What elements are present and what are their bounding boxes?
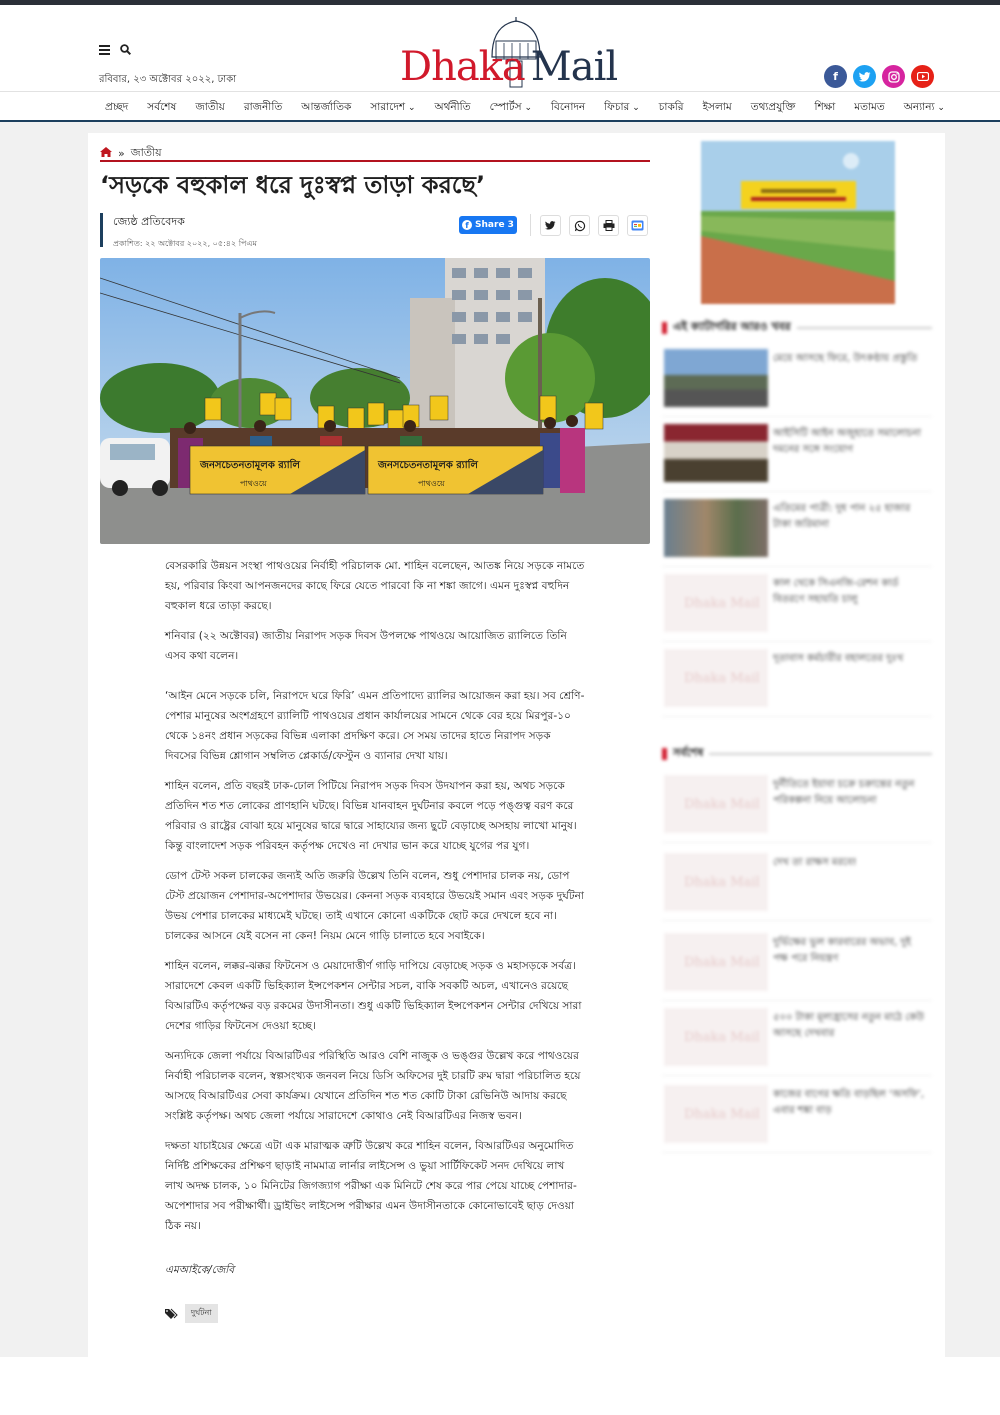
nav-item-international[interactable]: আন্তর্জাতিক — [301, 101, 352, 113]
sidebar-news-item[interactable] — [662, 1008, 932, 1076]
ad-banner-image — [701, 141, 895, 304]
nav-item-islam[interactable]: ইসলাম — [702, 101, 732, 113]
article-paragraph: অন্যদিকে জেলা পর্যায়ে বিআরটিএর পরিস্থিতি আরও বেশি নাজুক ও ভঙ্গুর উল্লেখ করে পাথওয়ের নির্বাহী পরিচালক বলেন, স্বল্পসংখ্যক জনবল নিয়ে ডিসি অফিসের দুই চারটি রুম দ্বারা পরিচালিত হয়ে আসছে বিআরটিএর সেবা কার্যক্রম। যেখানে প্রতিদিন শত শত কোটি টাকা রেভিনিউ আদায় করছে সংশ্লিষ্ট কর্তৃপক্ষ। অথচ জেলা পর্যায়ে সারাদেশে কোথাও নেই বিআরটিএর নিজস্ব ভবন। — [165, 1050, 581, 1122]
sidebar-news-item[interactable] — [662, 649, 932, 717]
main-nav — [0, 91, 1000, 122]
article-photo — [100, 258, 650, 544]
share-count: Share 3 — [475, 220, 514, 230]
nav-item-education[interactable]: শিক্ষা — [814, 101, 836, 113]
section-marker — [662, 322, 667, 334]
section-rule — [709, 753, 932, 755]
rally-photo-illustration — [100, 258, 650, 544]
news-thumbnail-placeholder — [664, 1008, 768, 1066]
sidebar-news-item[interactable] — [662, 775, 932, 843]
author-name[interactable]: জ্যেষ্ঠ প্রতিবেদক — [113, 215, 185, 228]
placeholder-logo: Dhaka Mail — [684, 1030, 760, 1045]
nav-list — [105, 100, 964, 117]
news-thumbnail-placeholder — [664, 933, 768, 991]
twitter-icon[interactable] — [853, 65, 876, 88]
nav-item-opinion[interactable]: মতামত — [854, 101, 885, 113]
article-title: ‘সড়কে বহুকাল ধরে দুঃস্বপ্ন তাড়া করছে’ — [100, 171, 486, 199]
menu-icon[interactable] — [99, 40, 110, 59]
news-title[interactable]: কাল থেকে সিএনজি-রেশন কার্ড বিতরণে সহায়তি চালু — [773, 578, 899, 605]
publish-time: প্রকাশিত: ২২ অক্টোবর ২০২২, ০৫:৪২ পিএম — [113, 239, 257, 248]
news-title[interactable]: দূতাবাস কর্মচারীর বহালতের দুঃখ — [773, 653, 904, 664]
section-marker — [662, 748, 667, 760]
nav-item-entertainment[interactable]: বিনোদন — [550, 101, 586, 113]
article-paragraph: শাহিন বলেন, প্রতি বছরই ঢাক-ঢোল পিটিয়ে নিরাপদ সড়ক দিবস উদযাপন করা হয়, অথচ সড়কে প্রতিদিন শত শত লোকের প্রাণহানি ঘটছে। বিভিন্ন যানবাহন দুর্ঘটনার কবলে পড়ে পঙ্গুত্ব বরণ করে পরিবার ও রাষ্ট্রের বোঝা হয়ে মানুষের দ্বারে দ্বারে সাহায্যের জন্য ছুটে বেড়াচ্ছে অসহায় লাখো মানুষ। কিন্তু বাংলাদেশ সড়ক পরিবহন কর্তৃপক্ষ দেখেও না দেখার ভান করে যাচ্ছে যুগের পর যুগ। — [165, 780, 577, 852]
logo-part-dhaka: Dhaka — [400, 44, 525, 90]
tag-accident[interactable]: দুর্ঘটনা — [185, 1304, 218, 1323]
banner-right-text: জনসচেতনতামূলক র‌্যালি — [378, 460, 478, 471]
news-thumbnail-placeholder — [664, 853, 768, 911]
article-body — [165, 556, 585, 1246]
sidebar-news-item[interactable] — [662, 853, 932, 921]
section-rule — [797, 327, 932, 329]
breadcrumb-divider — [100, 160, 650, 162]
article-paragraph: শাহিন বলেন, লক্কর-ঝক্কর ফিটনেস ও মেয়াদোত্তীর্ণ গাড়ি দাপিয়ে বেড়াচ্ছে সড়ক ও মহাসড়কে সর্বত্র। সারাদেশে কেবল একটি ভিহিক্যাল ইন্সপেকশন সেন্টার সচল, বাকি সবকটি অচল, এখানেও রয়েছে বিআরটিএ কর্তৃপক্ষের বড় রকমের উদাসীনতা। শুধু একটি ভিহিক্যাল ইন্সপেকশন সেন্টার দেখিয়ে সারা দেশের গাড়ির ফিটনেস দেওয়া হচ্ছে। — [165, 960, 582, 1032]
article-paragraph: ‘আইন মেনে সড়কে চলি, নিরাপদে ঘরে ফিরি’ এমন প্রতিপাদ্যে র‌্যালির আয়োজন করা হয়। সব শ্রেণি-পেশার মানুষের অংশগ্রহণে র‌্যালিটি পাথওয়ের প্রধান কার্যালয়ের সামনে থেকে বের হয়ে মিরপুর-১০ থেকে ১৪নং প্রধান সড়কের বিভিন্ন এলাকা প্রদক্ষিণ করে। সে সময় তাদের হাতে নিরাপদ সড়ক দিবসের বিভিন্ন শ্লোগান সম্বলিত প্লেকার্ড/ফেস্টুন ও ব্যানার দেখা যায়। — [165, 690, 585, 762]
sidebar-news-item[interactable] — [662, 1085, 932, 1153]
social-links — [824, 65, 934, 88]
nav-item-feature[interactable]: ফিচার ⌄ — [604, 100, 640, 117]
news-title[interactable]: ৫০০ টাকা মূল্যহ্রাসের নতুন মাঠে কেউ আসছে দেখবার — [773, 1012, 925, 1039]
news-title[interactable]: দুর্নীতিতে ইয়াবা চক্রে চক্রান্তের নতুন পরিকল্পনা নিয়ে আলোচনা — [773, 779, 915, 806]
nav-item-home[interactable]: প্রচ্ছদ — [105, 101, 129, 113]
article-paragraph: শনিবার (২২ অক্টোবর) জাতীয় নিরাপদ সড়ক দিবস উপলক্ষে পাথওয়ে আয়োজিত র‌্যালিতে তিনি এসব কথা বলেন। — [165, 630, 567, 662]
placeholder-logo: Dhaka Mail — [684, 875, 760, 890]
news-thumbnail-placeholder — [664, 1085, 768, 1143]
news-thumbnail-placeholder — [664, 649, 768, 707]
twitter-share-icon[interactable] — [540, 215, 561, 236]
sidebar-section-latest — [662, 744, 932, 763]
nav-item-jobs[interactable]: চাকরি — [658, 101, 684, 113]
google-news-icon[interactable] — [627, 215, 648, 236]
byline — [100, 213, 257, 247]
news-thumbnail — [664, 499, 768, 557]
news-thumbnail — [664, 349, 768, 407]
nav-item-economy[interactable]: অর্থনীতি — [434, 101, 471, 113]
section-title: এই ক্যাটাগরির আরও খবর — [673, 320, 791, 333]
banner-left-brand: পাথওয়ে — [240, 479, 267, 488]
article-paragraph: বেসরকারি উন্নয়ন সংস্থা পাথওয়ের নির্বাহী পরিচালক মো. শাহিন বলেছেন, আতঙ্ক নিয়ে সড়কে নামতে হয়, পরিবার কিংবা আপনজনদের কাছে ফিরে যেতে পারবো কি না শঙ্কা জাগে। এমন দুঃস্বপ্ন বহুদিন বহুকাল ধরে তাড়া করছে। — [165, 560, 585, 612]
article-tags — [165, 1304, 218, 1323]
news-title[interactable]: এতিমের পাত্রী: দুধ পান ২৫ হাজার টাকা জরিমানা — [773, 503, 911, 530]
nav-item-national[interactable]: জাতীয় — [195, 101, 225, 113]
sidebar-advertisement[interactable] — [701, 141, 895, 304]
reporter-signature: এমআইকে/জেবি — [165, 1264, 235, 1276]
sidebar-news-item[interactable] — [662, 349, 932, 417]
sidebar-news-item[interactable] — [662, 574, 932, 642]
news-thumbnail — [664, 424, 768, 482]
nav-item-latest[interactable]: সর্বশেষ — [147, 101, 177, 113]
facebook-share-button[interactable] — [459, 216, 517, 234]
logo-wordmark — [400, 44, 618, 90]
sidebar-section-more-news — [662, 318, 932, 337]
placeholder-logo: Dhaka Mail — [684, 1107, 760, 1122]
sidebar-news-item[interactable] — [662, 499, 932, 567]
placeholder-logo: Dhaka Mail — [684, 596, 760, 611]
banner-left-text: জনসচেতনতামূলক র‌্যালি — [200, 460, 300, 471]
sidebar-news-item[interactable] — [662, 424, 932, 492]
facebook-logo-icon: f — [462, 220, 472, 230]
print-icon[interactable] — [598, 215, 619, 236]
sidebar-news-item[interactable] — [662, 933, 932, 1001]
article-paragraph: ডোপ টেস্ট সকল চালকের জন্যই অতি জরুরি উল্লেখ তিনি বলেন, শুধু পেশাদার চালক নয়, ডোপ টেস্ট প্রয়োজন পেশাদার-অপেশাদার উভয়ের। কেননা সড়ক ব্যবহারে উভয়েই সমান এবং সড়ক দুর্ঘটনা উভয় পেশার চালকের মাধ্যমেই ঘটছে। তাই এখানে কোনো একটিকে ছোট করে দেখলে হবে না। চালকের আসনে যেই বসেন না কেন! নিয়ম মেনে গাড়ি চালাতে হবে সবাইকে। — [165, 870, 584, 942]
tags-icon — [165, 1304, 178, 1323]
nav-item-politics[interactable]: রাজনীতি — [243, 101, 283, 113]
site-header — [0, 5, 1000, 91]
site-logo[interactable] — [400, 17, 632, 93]
nav-item-country[interactable]: সারাদেশ ⌄ — [370, 100, 415, 117]
breadcrumb-section[interactable]: জাতীয় — [130, 146, 162, 159]
facebook-icon[interactable]: f — [824, 65, 847, 88]
youtube-icon[interactable] — [911, 65, 934, 88]
search-icon[interactable] — [120, 40, 131, 59]
news-title[interactable]: আইসিটি আইন অজুহাতে সমালোচনা দমনের সঙ্গে সংযোগ — [773, 428, 921, 455]
current-date: রবিবার, ২৩ অক্টোবর ২০২২, ঢাকা — [99, 74, 237, 85]
breadcrumb-separator: » — [118, 147, 125, 160]
header-tools — [99, 40, 131, 59]
whatsapp-share-icon[interactable] — [569, 215, 590, 236]
news-thumbnail-placeholder — [664, 775, 768, 833]
share-divider — [530, 214, 531, 236]
banner-right-brand: পাথওয়ে — [418, 479, 445, 488]
home-icon[interactable] — [100, 147, 112, 160]
news-title[interactable]: মেয়ে আসছে ফিরে, উৎকণ্ঠায় প্রস্তুতি — [773, 353, 918, 364]
news-title[interactable]: দেখ তা রাক্ষস মরবে! — [773, 857, 857, 868]
placeholder-logo: Dhaka Mail — [684, 797, 760, 812]
article-paragraph: দক্ষতা যাচাইয়ের ক্ষেত্রে এটা এক মারাত্মক ত্রুটি উল্লেখ করে শাহিন বলেন, বিআরটিএর অনুমোদিত নির্দিষ্ট প্রশিক্ষকের প্রশিক্ষণ ছাড়াই নামমাত্র লার্নার লাইসেন্স ও ভুয়া সার্টিফিকেট সনদ দেখিয়ে লাখ লাখ অদক্ষ চালক, ১০ মিনিটের জিগজ্যাগ পরীক্ষা এক মিনিটে শেষ করে পার পেয়ে যাচ্ছে পেশাদার-অপেশাদার সব পরীক্ষার্থী। ড্রাইভিং লাইসেন্স পরীক্ষার এমন উদাসীনতাকে কোনোভাবেই ছাড় দেওয়া ঠিক নয়। — [165, 1140, 577, 1232]
placeholder-logo: Dhaka Mail — [684, 955, 760, 970]
logo-part-mail: Mail — [530, 44, 618, 90]
news-thumbnail-placeholder — [664, 574, 768, 632]
section-title: সর্বশেষ — [673, 746, 704, 759]
instagram-icon[interactable] — [882, 65, 905, 88]
nav-item-sports[interactable]: স্পোর্টস ⌄ — [490, 100, 532, 117]
page-footer-space — [0, 1357, 1000, 1415]
placeholder-logo: Dhaka Mail — [684, 671, 760, 686]
news-title[interactable]: দুর্ভিক্ষের ভুল কারবারের অভাব, দুই পক্ষ পরে নিয়ন্ত্রণ — [773, 937, 911, 964]
nav-item-tech[interactable]: তথ্যপ্রযুক্তি — [750, 101, 796, 113]
nav-item-others[interactable]: অন্যান্য ⌄ — [904, 100, 945, 117]
news-title[interactable]: কাজের বাগের ক্ষতি বাড়ছিল ‘অসফি’, এবার শঙ্কা বাড় — [773, 1089, 925, 1116]
